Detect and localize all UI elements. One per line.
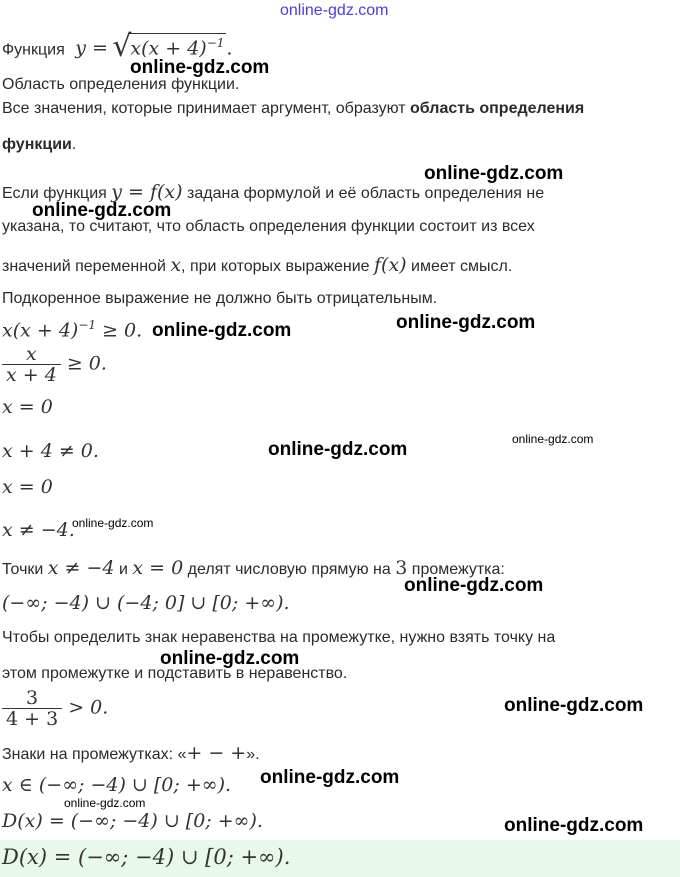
- signs-m: + − +: [186, 742, 247, 764]
- equation-x0: x = 0: [2, 396, 53, 418]
- inequality-neq-b: x ≠ −4.: [2, 519, 75, 541]
- function-sqrt: [112, 29, 226, 64]
- points-c: делят числовую прямую на: [183, 561, 396, 578]
- paragraph-definition: [2, 100, 584, 118]
- inequality-neq: x + 4 ≠ 0.: [2, 440, 99, 462]
- fraction: [2, 344, 61, 385]
- watermark: online-gdz.com: [260, 767, 400, 788]
- points-b: и: [114, 561, 133, 578]
- p1-end: .: [71, 136, 77, 153]
- signs: [2, 742, 260, 764]
- watermark-small: online-gdz.com: [72, 516, 154, 530]
- p2-line3-b: , при которых выражение: [181, 258, 375, 275]
- p2-line3: [2, 254, 512, 276]
- watermark-small: online-gdz.com: [512, 432, 594, 446]
- watermark: online-gdz.com: [152, 320, 292, 341]
- p1-text: Все значения, которые принимает аргумент, образуют: [2, 100, 411, 117]
- sqrt-symbol: √: [112, 29, 132, 64]
- inequality-1: [2, 318, 142, 341]
- p1-bold2: функции: [2, 136, 72, 153]
- domain-result: D(x) = (−∞; −4) ∪ [0; +∞).: [2, 810, 263, 832]
- p4-line2: этом промежутке и подставить в неравенство.: [2, 665, 348, 682]
- fraction-denominator: x + 4: [6, 364, 57, 386]
- answer-box: [0, 840, 680, 877]
- watermark: online-gdz.com: [268, 439, 408, 460]
- watermark-small: online-gdz.com: [64, 796, 146, 810]
- p2-math: y = f(x): [111, 181, 183, 203]
- p2-line2: указана, то считают, что область определения функции состоит из всех: [2, 218, 535, 235]
- p2-line3-c: имеет смысл.: [406, 258, 513, 275]
- test-numerator: 3: [2, 688, 62, 709]
- p2-line3-x: x: [170, 254, 182, 276]
- test-fraction: [2, 688, 62, 729]
- domain-title: Область определения функции.: [2, 76, 240, 93]
- p1-bold: область определения: [410, 100, 585, 117]
- p2-a: Если функция: [2, 185, 112, 202]
- points-m3: 3: [395, 557, 408, 579]
- test-rhs: > 0.: [62, 696, 109, 719]
- test-inequality: [2, 688, 108, 729]
- p2-b: задана формулой и её область определения не: [182, 185, 545, 202]
- intervals: (−∞; −4) ∪ (−4; 0] ∪ [0; +∞).: [2, 592, 290, 614]
- function-period: .: [226, 37, 233, 60]
- p2-line3-a: значений переменной: [2, 258, 171, 275]
- function-lhs: y =: [75, 37, 108, 60]
- watermark: online-gdz.com: [160, 648, 300, 669]
- function-definition: [2, 29, 233, 64]
- points-a: Точки: [2, 561, 48, 578]
- points-m2: x = 0: [132, 557, 184, 579]
- fraction-rhs: ≥ 0.: [60, 352, 107, 375]
- function-radicand: x(x + 4): [130, 37, 207, 60]
- watermark: online-gdz.com: [404, 575, 544, 596]
- function-label: Функция: [2, 41, 65, 59]
- signs-b: ».: [246, 746, 260, 763]
- watermark: online-gdz.com: [504, 815, 644, 836]
- watermark-top: online-gdz.com: [280, 2, 389, 19]
- test-denominator: 4 + 3: [6, 708, 59, 730]
- ineq1-expr: x(x + 4): [2, 319, 79, 342]
- watermark: online-gdz.com: [130, 57, 270, 78]
- solution-set: x ∈ (−∞; −4) ∪ [0; +∞).: [2, 774, 232, 796]
- paragraph-definition-line2: [2, 136, 76, 154]
- function-exponent: −1: [206, 36, 225, 50]
- watermark: online-gdz.com: [504, 695, 644, 716]
- fraction-numerator: x: [2, 344, 61, 365]
- p4-line1: Чтобы определить знак неравенства на промежутке, нужно взять точку на: [2, 629, 556, 646]
- ineq1-rhs: ≥ 0.: [96, 319, 143, 342]
- radicand-condition: Подкоренное выражение не должно быть отрицательным.: [2, 290, 438, 307]
- points-d: промежутка:: [407, 561, 505, 578]
- signs-a: Знаки на промежутках: «: [2, 746, 187, 763]
- watermark: online-gdz.com: [396, 312, 536, 333]
- points-m1: x ≠ −4: [47, 557, 115, 579]
- ineq1-exp: −1: [78, 318, 97, 332]
- watermark: online-gdz.com: [424, 163, 564, 184]
- watermark: online-gdz.com: [32, 200, 172, 221]
- inequality-fraction: [2, 344, 107, 385]
- p2-line3-f: f(x): [374, 254, 407, 276]
- answer: D(x) = (−∞; −4) ∪ [0; +∞).: [2, 845, 291, 869]
- equation-x0-b: x = 0: [2, 476, 53, 498]
